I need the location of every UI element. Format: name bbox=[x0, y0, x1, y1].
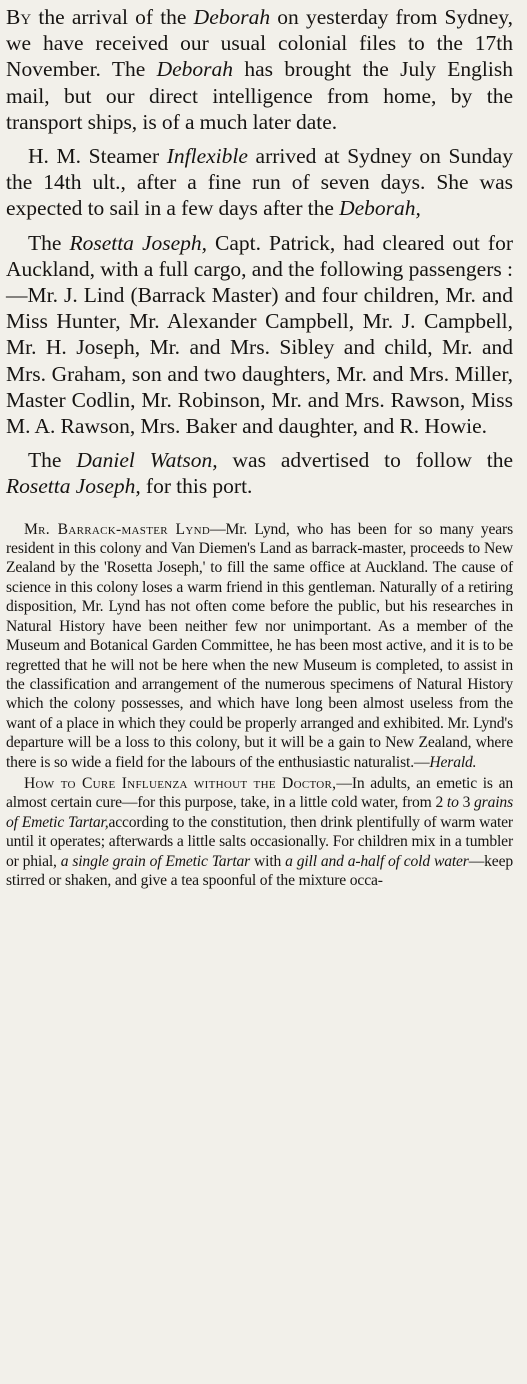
paragraph-inflexible: H. M. Steamer Inflexible arrived at Sydney on Sunday the 14th ult., after a fine run of seven days. She was expected to sail in a few days after the Deborah, bbox=[6, 144, 513, 221]
section-heading: How to Cure Influenza without the Doctor, bbox=[24, 774, 337, 792]
section-heading: Mr. Barrack-master Lynd bbox=[24, 520, 211, 538]
paragraph-influenza-cure: How to Cure Influenza without the Doctor,—In adults, an emetic is an almost certain cure—for this purpose, take, in a little cold water, from 2 to 3 grains of Emetic Tartar,according to the constitution, then drink plentifully of warm water until it operates; afterwards a little salts occasionally. For children mix in a tumbler or phial, a single grain of Emetic Tartar with a gill and a-half of cold water—keep stirred or shaken, and give a tea spoonful of the mixture occa- bbox=[6, 774, 514, 889]
lead-word: By bbox=[6, 5, 32, 29]
paragraph-daniel-watson: The Daniel Watson, was advertised to follow the Rosetta Joseph, for this port. bbox=[6, 448, 513, 499]
paragraph-deborah-arrival: By the arrival of the Deborah on yesterday from Sydney, we have received our usual colonial files to the 17th November. The Deborah has brought the July English mail, but our direct intelligence from home, by the transport ships, is of a much later date. bbox=[6, 5, 514, 134]
paragraph-rosetta-joseph: The Rosetta Joseph, Capt. Patrick, had cleared out for Auckland, with a full cargo, and the following passengers :—Mr. J. Lind (Barrack Master) and four children, Mr. and Miss Hunter, Mr. Alexander Campbell, Mr. J. Campbell, Mr. H. Joseph, Mr. and Mrs. Sibley and child, Mr. and Mrs. Graham, son and two daughters, Mr. and Mrs. Miller, Master Codlin, Mr. Robinson, Mr. and Mrs. Rawson, Miss M. A. Rawson, Mrs. Baker and daughter, and R. Howie. bbox=[6, 230, 513, 439]
paragraph-barrack-master-lynd: Mr. Barrack-master Lynd—Mr. Lynd, who has been for so many years resident in this colony and Van Diemen's Land as barrack-master, proceeds to New Zealand by the 'Rosetta Joseph,' to fill the same office at Auckland. The cause of science in this colony loses a warm friend in this gentleman. Naturally of a retiring disposition, Mr. Lynd has not often come before the public, but his researches in Natural History have been neither few nor unimportant. As a member of the Museum and Botanical Garden Committee, he has been most active, and it is to be regretted that he will not be here when the new Museum is completed, to assist in the classification and arrangement of the numerous specimens of Natural History which the colony possesses, and which have long been almost useless from the want of a place in which they could be properly arranged and exhibited. Mr. Lynd's departure will be a loss to this colony, but it will be a gain to New Zealand, where there is so wide a field for the labours of the enthusiastic naturalist.—Herald. bbox=[6, 520, 513, 771]
source-credit: Herald. bbox=[429, 753, 477, 771]
